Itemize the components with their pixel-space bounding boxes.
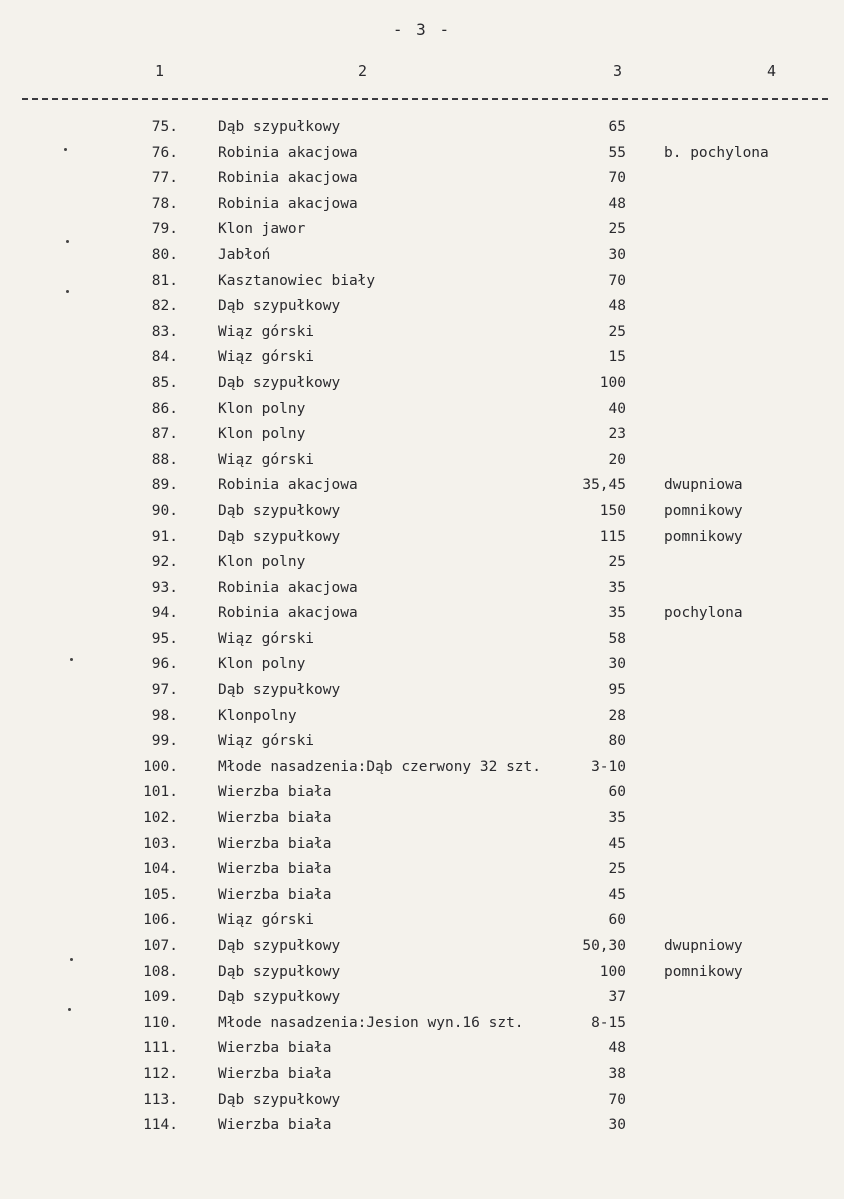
tree-species: Dąb szypułkowy <box>218 989 341 1006</box>
tree-species: Wierzba biała <box>218 784 332 801</box>
table-row <box>0 601 844 627</box>
tree-species: Wiąz górski <box>218 912 315 929</box>
row-note: dwupniowa <box>664 477 743 494</box>
tree-species: Klon polny <box>218 400 306 417</box>
row-number: 103. <box>143 835 178 852</box>
trunk-value: 35 <box>608 810 626 827</box>
row-number: 93. <box>151 579 178 596</box>
table-row <box>0 115 844 141</box>
trunk-value: 30 <box>608 656 626 673</box>
table-row <box>0 1036 844 1062</box>
row-note: dwupniowy <box>664 938 743 954</box>
trunk-value: 25 <box>608 554 626 571</box>
table-row <box>0 294 844 320</box>
trunk-value: 20 <box>608 451 626 468</box>
table-row <box>0 192 844 218</box>
row-number: 87. <box>151 426 178 443</box>
table-row <box>0 832 844 858</box>
row-note: pomnikowy <box>664 502 743 519</box>
row-number: 99. <box>151 733 178 750</box>
tree-species: Wierzba biała <box>218 1065 332 1082</box>
trunk-value: 37 <box>608 989 626 1006</box>
row-number: 104. <box>143 861 178 878</box>
row-number: 105. <box>143 886 178 903</box>
row-number: 91. <box>151 528 178 545</box>
tree-species: Wiąz górski <box>218 451 315 468</box>
tree-species: Klon polny <box>218 554 306 571</box>
trunk-value: 48 <box>608 298 626 315</box>
trunk-value: 48 <box>608 195 626 212</box>
tree-species: Wierzba biała <box>218 886 332 903</box>
tree-species: Wierzba biała <box>218 810 332 827</box>
trunk-value: 28 <box>608 707 626 724</box>
table-row <box>0 269 844 295</box>
row-note: pomnikowy <box>664 528 743 545</box>
table-row <box>0 857 844 883</box>
row-number: 81. <box>151 272 178 289</box>
trunk-value: 50,30 <box>582 938 626 954</box>
row-number: 110. <box>143 1014 178 1031</box>
row-number: 111. <box>143 1040 178 1057</box>
table-row <box>0 499 844 525</box>
row-note: pomnikowy <box>664 963 743 980</box>
trunk-value: 38 <box>608 1065 626 1082</box>
row-number: 114. <box>143 1117 178 1134</box>
row-number: 92. <box>151 554 178 571</box>
tree-table <box>0 115 844 1139</box>
table-row <box>0 883 844 909</box>
row-number: 86. <box>151 400 178 417</box>
trunk-value: 60 <box>608 912 626 929</box>
table-row <box>0 1062 844 1088</box>
trunk-value: 95 <box>608 682 626 699</box>
margin-speck <box>70 658 73 661</box>
table-row <box>0 1088 844 1114</box>
tree-species: Wierzba biała <box>218 1040 332 1057</box>
tree-species: Klon jawor <box>218 221 306 238</box>
tree-species: Dąb szypułkowy <box>218 682 341 699</box>
table-row <box>0 422 844 448</box>
trunk-value: 23 <box>608 426 626 443</box>
row-number: 83. <box>151 323 178 340</box>
table-row <box>0 729 844 755</box>
row-number: 90. <box>151 502 178 519</box>
table-row <box>0 576 844 602</box>
table-row <box>0 473 844 499</box>
tree-species: Dąb szypułkowy <box>218 528 341 545</box>
table-row <box>0 678 844 704</box>
tree-species: Dąb szypułkowy <box>218 938 341 954</box>
table-row <box>0 320 844 346</box>
table-row <box>0 780 844 806</box>
row-number: 77. <box>151 170 178 187</box>
tree-species: Młode nasadzenia:Jesion wyn.16 szt. <box>218 1014 524 1031</box>
table-row <box>0 371 844 397</box>
table-row <box>0 217 844 243</box>
margin-speck <box>64 148 67 151</box>
tree-species: Dąb szypułkowy <box>218 119 341 135</box>
row-number: 101. <box>143 784 178 801</box>
tree-species: Dąb szypułkowy <box>218 1091 341 1108</box>
row-number: 88. <box>151 451 178 468</box>
page-number: - 3 - <box>392 20 452 39</box>
tree-species: Kasztanowiec biały <box>218 272 376 289</box>
trunk-value: 30 <box>608 1117 626 1134</box>
row-number: 82. <box>151 298 178 315</box>
tree-species: Klon polny <box>218 426 306 443</box>
table-row <box>0 908 844 934</box>
tree-species: Klonpolny <box>218 707 297 724</box>
table-row <box>0 141 844 167</box>
row-number: 84. <box>151 349 178 366</box>
table-row <box>0 1011 844 1037</box>
trunk-value: 35 <box>608 579 626 596</box>
row-number: 107. <box>143 938 178 954</box>
row-number: 113. <box>143 1091 178 1108</box>
trunk-value: 70 <box>608 272 626 289</box>
trunk-value: 45 <box>608 886 626 903</box>
tree-species: Robinia akacjowa <box>218 144 358 161</box>
row-number: 94. <box>151 605 178 622</box>
tree-species: Wierzba biała <box>218 1117 332 1134</box>
tree-species: Dąb szypułkowy <box>218 963 341 980</box>
table-row <box>0 652 844 678</box>
row-number: 89. <box>151 477 178 494</box>
tree-species: Wierzba biała <box>218 835 332 852</box>
table-row <box>0 448 844 474</box>
trunk-value: 30 <box>608 246 626 263</box>
table-row <box>0 934 844 960</box>
trunk-value: 70 <box>608 170 626 187</box>
tree-species: Wiąz górski <box>218 733 315 750</box>
row-note: pochylona <box>664 605 743 622</box>
tree-species: Wiąz górski <box>218 630 315 647</box>
trunk-value: 100 <box>599 374 626 391</box>
row-note: b. pochylona <box>664 144 769 161</box>
column-header-1: 1 <box>155 62 165 80</box>
tree-species: Jabłoń <box>218 246 271 263</box>
margin-speck <box>66 290 69 293</box>
tree-species: Wiąz górski <box>218 349 315 366</box>
trunk-value: 60 <box>608 784 626 801</box>
row-number: 78. <box>151 195 178 212</box>
row-number: 76. <box>151 144 178 161</box>
table-row <box>0 627 844 653</box>
row-number: 75. <box>151 119 178 135</box>
trunk-value: 40 <box>608 400 626 417</box>
row-number: 106. <box>143 912 178 929</box>
tree-species: Dąb szypułkowy <box>218 502 341 519</box>
tree-species: Robinia akacjowa <box>218 195 358 212</box>
tree-species: Robinia akacjowa <box>218 170 358 187</box>
table-row <box>0 397 844 423</box>
trunk-value: 25 <box>608 323 626 340</box>
tree-species: Dąb szypułkowy <box>218 298 341 315</box>
tree-species: Wierzba biała <box>218 861 332 878</box>
table-row <box>0 550 844 576</box>
row-number: 98. <box>151 707 178 724</box>
trunk-value: 150 <box>599 502 626 519</box>
row-number: 109. <box>143 989 178 1006</box>
margin-speck <box>66 240 69 243</box>
row-number: 96. <box>151 656 178 673</box>
row-number: 100. <box>143 758 178 775</box>
tree-species: Młode nasadzenia:Dąb czerwony 32 szt. <box>218 758 542 775</box>
trunk-value: 25 <box>608 861 626 878</box>
column-header-3: 3 <box>613 62 623 80</box>
margin-speck <box>68 1008 71 1011</box>
table-row <box>0 755 844 781</box>
table-row <box>0 243 844 269</box>
trunk-value: 25 <box>608 221 626 238</box>
table-row <box>0 806 844 832</box>
trunk-value: 80 <box>608 733 626 750</box>
tree-species: Robinia akacjowa <box>218 579 358 596</box>
row-number: 95. <box>151 630 178 647</box>
tree-species: Robinia akacjowa <box>218 477 358 494</box>
tree-species: Robinia akacjowa <box>218 605 358 622</box>
table-row <box>0 960 844 986</box>
row-number: 112. <box>143 1065 178 1082</box>
trunk-value: 55 <box>608 144 626 161</box>
row-number: 85. <box>151 374 178 391</box>
trunk-value: 70 <box>608 1091 626 1108</box>
row-number: 108. <box>143 963 178 980</box>
column-header-row <box>0 62 844 84</box>
tree-species: Dąb szypułkowy <box>218 374 341 391</box>
trunk-value: 8-15 <box>591 1014 626 1031</box>
trunk-value: 115 <box>599 528 626 545</box>
table-row <box>0 985 844 1011</box>
tree-species: Klon polny <box>218 656 306 673</box>
column-header-4: 4 <box>767 62 777 80</box>
table-row <box>0 525 844 551</box>
trunk-value: 100 <box>599 963 626 980</box>
trunk-value: 65 <box>608 119 626 135</box>
trunk-value: 48 <box>608 1040 626 1057</box>
column-header-2: 2 <box>358 62 368 80</box>
trunk-value: 45 <box>608 835 626 852</box>
trunk-value: 15 <box>608 349 626 366</box>
table-row <box>0 1113 844 1139</box>
table-row <box>0 704 844 730</box>
header-divider <box>22 98 828 100</box>
row-number: 102. <box>143 810 178 827</box>
trunk-value: 35 <box>608 605 626 622</box>
tree-species: Wiąz górski <box>218 323 315 340</box>
trunk-value: 58 <box>608 630 626 647</box>
trunk-value: 35,45 <box>582 477 626 494</box>
trunk-value: 3-10 <box>591 758 626 775</box>
row-number: 80. <box>151 246 178 263</box>
margin-speck <box>70 958 73 961</box>
row-number: 79. <box>151 221 178 238</box>
row-number: 97. <box>151 682 178 699</box>
table-row <box>0 345 844 371</box>
table-row <box>0 166 844 192</box>
